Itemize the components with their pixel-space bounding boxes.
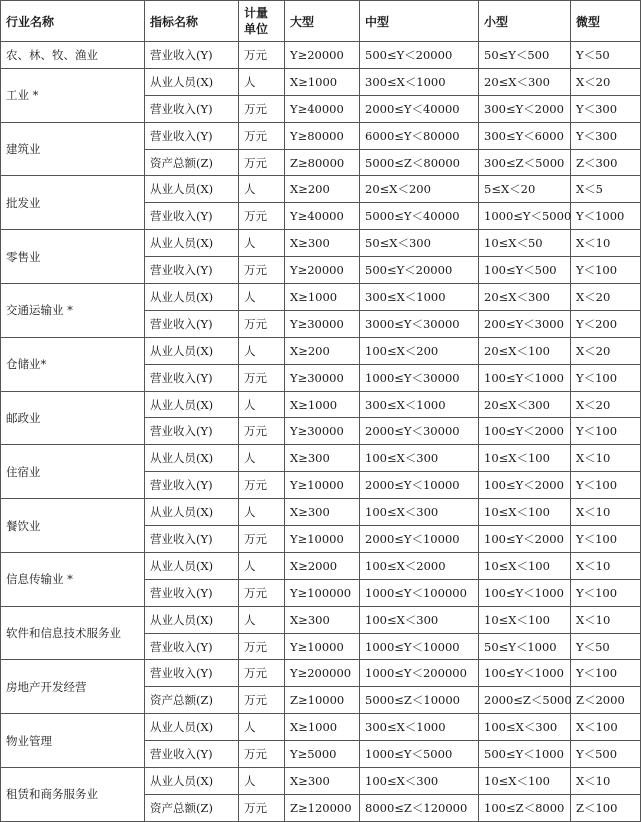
indicator-cell: 从业人员(X) bbox=[145, 68, 239, 95]
large-cell: Y≥200000 bbox=[285, 660, 360, 687]
indicator-cell: 营业收入(Y) bbox=[145, 122, 239, 149]
medium-cell: 300≤X＜1000 bbox=[360, 284, 479, 311]
indicator-cell: 从业人员(X) bbox=[145, 391, 239, 418]
small-cell: 100≤Y＜1000 bbox=[479, 660, 571, 687]
large-cell: X≥200 bbox=[285, 337, 360, 364]
table-row bbox=[1, 337, 641, 364]
small-cell: 100≤Y＜2000 bbox=[479, 526, 571, 553]
micro-cell: X＜10 bbox=[571, 445, 641, 472]
indicator-cell: 从业人员(X) bbox=[145, 768, 239, 795]
medium-cell: 100≤X＜300 bbox=[360, 499, 479, 526]
large-cell: Z≥80000 bbox=[285, 149, 360, 176]
indicator-cell: 营业收入(Y) bbox=[145, 364, 239, 391]
unit-cell: 万元 bbox=[239, 310, 285, 337]
indicator-cell: 营业收入(Y) bbox=[145, 42, 239, 69]
small-cell: 100≤Y＜2000 bbox=[479, 472, 571, 499]
unit-cell: 万元 bbox=[239, 687, 285, 714]
micro-cell: Y＜300 bbox=[571, 95, 641, 122]
indicator-cell: 营业收入(Y) bbox=[145, 95, 239, 122]
small-cell: 100≤X＜300 bbox=[479, 714, 571, 741]
unit-cell: 人 bbox=[239, 768, 285, 795]
large-cell: Y≥10000 bbox=[285, 633, 360, 660]
unit-cell: 万元 bbox=[239, 95, 285, 122]
medium-cell: 5000≤Y＜40000 bbox=[360, 203, 479, 230]
industry-name-cell: 物业管理 bbox=[1, 714, 145, 768]
industry-name-cell: 交通运输业 * bbox=[1, 284, 145, 338]
table-row bbox=[1, 391, 641, 418]
unit-cell: 万元 bbox=[239, 526, 285, 553]
small-cell: 10≤X＜100 bbox=[479, 768, 571, 795]
small-cell: 20≤X＜100 bbox=[479, 337, 571, 364]
large-cell: X≥300 bbox=[285, 445, 360, 472]
large-cell: X≥200 bbox=[285, 176, 360, 203]
small-cell: 100≤Y＜1000 bbox=[479, 364, 571, 391]
small-cell: 500≤Y＜1000 bbox=[479, 741, 571, 768]
micro-cell: Z＜2000 bbox=[571, 687, 641, 714]
unit-cell: 人 bbox=[239, 230, 285, 257]
unit-cell: 万元 bbox=[239, 122, 285, 149]
industry-name-cell: 租赁和商务服务业 bbox=[1, 768, 145, 822]
small-cell: 2000≤Z＜5000 bbox=[479, 687, 571, 714]
table-row bbox=[1, 230, 641, 257]
large-cell: X≥300 bbox=[285, 499, 360, 526]
industry-name-cell: 邮政业 bbox=[1, 391, 145, 445]
table-row bbox=[1, 176, 641, 203]
large-cell: X≥1000 bbox=[285, 714, 360, 741]
indicator-cell: 资产总额(Z) bbox=[145, 687, 239, 714]
header-micro: 微型 bbox=[571, 1, 641, 42]
industry-name-cell: 仓储业* bbox=[1, 337, 145, 391]
small-cell: 300≤Z＜5000 bbox=[479, 149, 571, 176]
small-cell: 20≤X＜300 bbox=[479, 284, 571, 311]
micro-cell: Y＜1000 bbox=[571, 203, 641, 230]
large-cell: Y≥30000 bbox=[285, 418, 360, 445]
medium-cell: 300≤X＜1000 bbox=[360, 714, 479, 741]
indicator-cell: 营业收入(Y) bbox=[145, 257, 239, 284]
medium-cell: 5000≤Z＜10000 bbox=[360, 687, 479, 714]
small-cell: 5≤X＜20 bbox=[479, 176, 571, 203]
unit-cell: 人 bbox=[239, 284, 285, 311]
medium-cell: 100≤X＜300 bbox=[360, 768, 479, 795]
header-medium: 中型 bbox=[360, 1, 479, 42]
large-cell: Y≥100000 bbox=[285, 579, 360, 606]
large-cell: X≥300 bbox=[285, 768, 360, 795]
industry-name-cell: 批发业 bbox=[1, 176, 145, 230]
large-cell: Y≥30000 bbox=[285, 310, 360, 337]
micro-cell: Y＜300 bbox=[571, 122, 641, 149]
small-cell: 10≤X＜100 bbox=[479, 499, 571, 526]
unit-cell: 万元 bbox=[239, 794, 285, 821]
small-cell: 1000≤Y＜5000 bbox=[479, 203, 571, 230]
small-cell: 300≤Y＜2000 bbox=[479, 95, 571, 122]
micro-cell: X＜10 bbox=[571, 499, 641, 526]
industry-name-cell: 住宿业 bbox=[1, 445, 145, 499]
table-row bbox=[1, 499, 641, 526]
indicator-cell: 资产总额(Z) bbox=[145, 794, 239, 821]
indicator-cell: 营业收入(Y) bbox=[145, 310, 239, 337]
indicator-cell: 资产总额(Z) bbox=[145, 149, 239, 176]
industry-name-cell: 房地产开发经营 bbox=[1, 660, 145, 714]
micro-cell: X＜10 bbox=[571, 606, 641, 633]
medium-cell: 20≤X＜200 bbox=[360, 176, 479, 203]
micro-cell: X＜20 bbox=[571, 391, 641, 418]
micro-cell: Z＜300 bbox=[571, 149, 641, 176]
indicator-cell: 营业收入(Y) bbox=[145, 418, 239, 445]
indicator-cell: 营业收入(Y) bbox=[145, 660, 239, 687]
medium-cell: 1000≤Y＜100000 bbox=[360, 579, 479, 606]
unit-cell: 人 bbox=[239, 68, 285, 95]
micro-cell: Y＜100 bbox=[571, 526, 641, 553]
small-cell: 10≤X＜100 bbox=[479, 552, 571, 579]
medium-cell: 2000≤Y＜10000 bbox=[360, 472, 479, 499]
medium-cell: 2000≤Y＜10000 bbox=[360, 526, 479, 553]
indicator-cell: 从业人员(X) bbox=[145, 499, 239, 526]
large-cell: X≥300 bbox=[285, 606, 360, 633]
medium-cell: 8000≤Z＜120000 bbox=[360, 794, 479, 821]
micro-cell: Y＜50 bbox=[571, 633, 641, 660]
medium-cell: 1000≤Y＜200000 bbox=[360, 660, 479, 687]
large-cell: X≥2000 bbox=[285, 552, 360, 579]
medium-cell: 2000≤Y＜30000 bbox=[360, 418, 479, 445]
header-indicator: 指标名称 bbox=[145, 1, 239, 42]
large-cell: Y≥5000 bbox=[285, 741, 360, 768]
micro-cell: Y＜100 bbox=[571, 418, 641, 445]
large-cell: Y≥40000 bbox=[285, 95, 360, 122]
medium-cell: 500≤Y＜20000 bbox=[360, 42, 479, 69]
large-cell: Y≥30000 bbox=[285, 364, 360, 391]
industry-name-cell: 工业 * bbox=[1, 68, 145, 122]
micro-cell: Y＜500 bbox=[571, 741, 641, 768]
indicator-cell: 从业人员(X) bbox=[145, 552, 239, 579]
table-row bbox=[1, 552, 641, 579]
small-cell: 50≤Y＜1000 bbox=[479, 633, 571, 660]
header-unit: 计量 单位 bbox=[239, 1, 285, 42]
medium-cell: 1000≤Y＜10000 bbox=[360, 633, 479, 660]
unit-cell: 人 bbox=[239, 714, 285, 741]
small-cell: 20≤X＜300 bbox=[479, 68, 571, 95]
large-cell: X≥300 bbox=[285, 230, 360, 257]
table-row bbox=[1, 122, 641, 149]
indicator-cell: 营业收入(Y) bbox=[145, 526, 239, 553]
indicator-cell: 从业人员(X) bbox=[145, 284, 239, 311]
large-cell: Y≥40000 bbox=[285, 203, 360, 230]
micro-cell: X＜20 bbox=[571, 68, 641, 95]
large-cell: X≥1000 bbox=[285, 391, 360, 418]
micro-cell: X＜5 bbox=[571, 176, 641, 203]
header-industry: 行业名称 bbox=[1, 1, 145, 42]
large-cell: Y≥80000 bbox=[285, 122, 360, 149]
table-row bbox=[1, 768, 641, 795]
large-cell: X≥1000 bbox=[285, 68, 360, 95]
medium-cell: 6000≤Y＜80000 bbox=[360, 122, 479, 149]
micro-cell: Y＜100 bbox=[571, 364, 641, 391]
unit-cell: 万元 bbox=[239, 257, 285, 284]
indicator-cell: 从业人员(X) bbox=[145, 230, 239, 257]
micro-cell: Y＜100 bbox=[571, 257, 641, 284]
unit-cell: 人 bbox=[239, 606, 285, 633]
medium-cell: 300≤X＜1000 bbox=[360, 68, 479, 95]
indicator-cell: 从业人员(X) bbox=[145, 445, 239, 472]
micro-cell: X＜20 bbox=[571, 337, 641, 364]
micro-cell: Y＜200 bbox=[571, 310, 641, 337]
industry-name-cell: 农、林、牧、渔业 bbox=[1, 42, 145, 69]
medium-cell: 2000≤Y＜40000 bbox=[360, 95, 479, 122]
unit-cell: 万元 bbox=[239, 633, 285, 660]
indicator-cell: 从业人员(X) bbox=[145, 606, 239, 633]
medium-cell: 100≤X＜300 bbox=[360, 445, 479, 472]
unit-cell: 万元 bbox=[239, 364, 285, 391]
small-cell: 100≤Y＜1000 bbox=[479, 579, 571, 606]
large-cell: Y≥20000 bbox=[285, 42, 360, 69]
micro-cell: X＜10 bbox=[571, 230, 641, 257]
micro-cell: Z＜100 bbox=[571, 794, 641, 821]
medium-cell: 100≤X＜2000 bbox=[360, 552, 479, 579]
micro-cell: X＜10 bbox=[571, 552, 641, 579]
micro-cell: Y＜50 bbox=[571, 42, 641, 69]
large-cell: Y≥20000 bbox=[285, 257, 360, 284]
medium-cell: 5000≤Z＜80000 bbox=[360, 149, 479, 176]
medium-cell: 100≤X＜300 bbox=[360, 606, 479, 633]
table-row bbox=[1, 284, 641, 311]
medium-cell: 300≤X＜1000 bbox=[360, 391, 479, 418]
medium-cell: 50≤X＜300 bbox=[360, 230, 479, 257]
industry-name-cell: 软件和信息技术服务业 bbox=[1, 606, 145, 660]
small-cell: 10≤X＜50 bbox=[479, 230, 571, 257]
indicator-cell: 营业收入(Y) bbox=[145, 579, 239, 606]
indicator-cell: 从业人员(X) bbox=[145, 176, 239, 203]
table-header-row bbox=[1, 1, 641, 42]
unit-cell: 万元 bbox=[239, 741, 285, 768]
medium-cell: 100≤X＜200 bbox=[360, 337, 479, 364]
table-row bbox=[1, 445, 641, 472]
medium-cell: 3000≤Y＜30000 bbox=[360, 310, 479, 337]
header-large: 大型 bbox=[285, 1, 360, 42]
large-cell: X≥1000 bbox=[285, 284, 360, 311]
small-cell: 20≤X＜300 bbox=[479, 391, 571, 418]
micro-cell: X＜100 bbox=[571, 714, 641, 741]
unit-cell: 人 bbox=[239, 552, 285, 579]
header-small: 小型 bbox=[479, 1, 571, 42]
micro-cell: Y＜100 bbox=[571, 472, 641, 499]
micro-cell: X＜20 bbox=[571, 284, 641, 311]
indicator-cell: 营业收入(Y) bbox=[145, 472, 239, 499]
unit-cell: 人 bbox=[239, 391, 285, 418]
table-row bbox=[1, 714, 641, 741]
indicator-cell: 从业人员(X) bbox=[145, 714, 239, 741]
table-row bbox=[1, 606, 641, 633]
large-cell: Y≥10000 bbox=[285, 526, 360, 553]
large-cell: Z≥120000 bbox=[285, 794, 360, 821]
unit-cell: 万元 bbox=[239, 42, 285, 69]
indicator-cell: 营业收入(Y) bbox=[145, 203, 239, 230]
unit-cell: 人 bbox=[239, 499, 285, 526]
indicator-cell: 从业人员(X) bbox=[145, 337, 239, 364]
indicator-cell: 营业收入(Y) bbox=[145, 633, 239, 660]
unit-cell: 人 bbox=[239, 337, 285, 364]
small-cell: 100≤Y＜2000 bbox=[479, 418, 571, 445]
micro-cell: Y＜100 bbox=[571, 660, 641, 687]
unit-cell: 万元 bbox=[239, 660, 285, 687]
unit-cell: 人 bbox=[239, 445, 285, 472]
micro-cell: X＜10 bbox=[571, 768, 641, 795]
industry-name-cell: 建筑业 bbox=[1, 122, 145, 176]
small-cell: 200≤Y＜3000 bbox=[479, 310, 571, 337]
medium-cell: 1000≤Y＜5000 bbox=[360, 741, 479, 768]
unit-cell: 万元 bbox=[239, 203, 285, 230]
medium-cell: 1000≤Y＜30000 bbox=[360, 364, 479, 391]
table-row bbox=[1, 68, 641, 95]
unit-cell: 万元 bbox=[239, 149, 285, 176]
small-cell: 10≤X＜100 bbox=[479, 445, 571, 472]
unit-cell: 万元 bbox=[239, 579, 285, 606]
micro-cell: Y＜100 bbox=[571, 579, 641, 606]
small-cell: 100≤Z＜8000 bbox=[479, 794, 571, 821]
industry-name-cell: 餐饮业 bbox=[1, 499, 145, 553]
small-cell: 300≤Y＜6000 bbox=[479, 122, 571, 149]
small-cell: 50≤Y＜500 bbox=[479, 42, 571, 69]
large-cell: Z≥10000 bbox=[285, 687, 360, 714]
large-cell: Y≥10000 bbox=[285, 472, 360, 499]
small-cell: 100≤Y＜500 bbox=[479, 257, 571, 284]
medium-cell: 500≤Y＜20000 bbox=[360, 257, 479, 284]
unit-cell: 万元 bbox=[239, 418, 285, 445]
industry-name-cell: 信息传输业 * bbox=[1, 552, 145, 606]
indicator-cell: 营业收入(Y) bbox=[145, 741, 239, 768]
industry-name-cell: 零售业 bbox=[1, 230, 145, 284]
small-cell: 10≤X＜100 bbox=[479, 606, 571, 633]
unit-cell: 人 bbox=[239, 176, 285, 203]
table-row bbox=[1, 42, 641, 69]
table-row bbox=[1, 660, 641, 687]
unit-cell: 万元 bbox=[239, 472, 285, 499]
